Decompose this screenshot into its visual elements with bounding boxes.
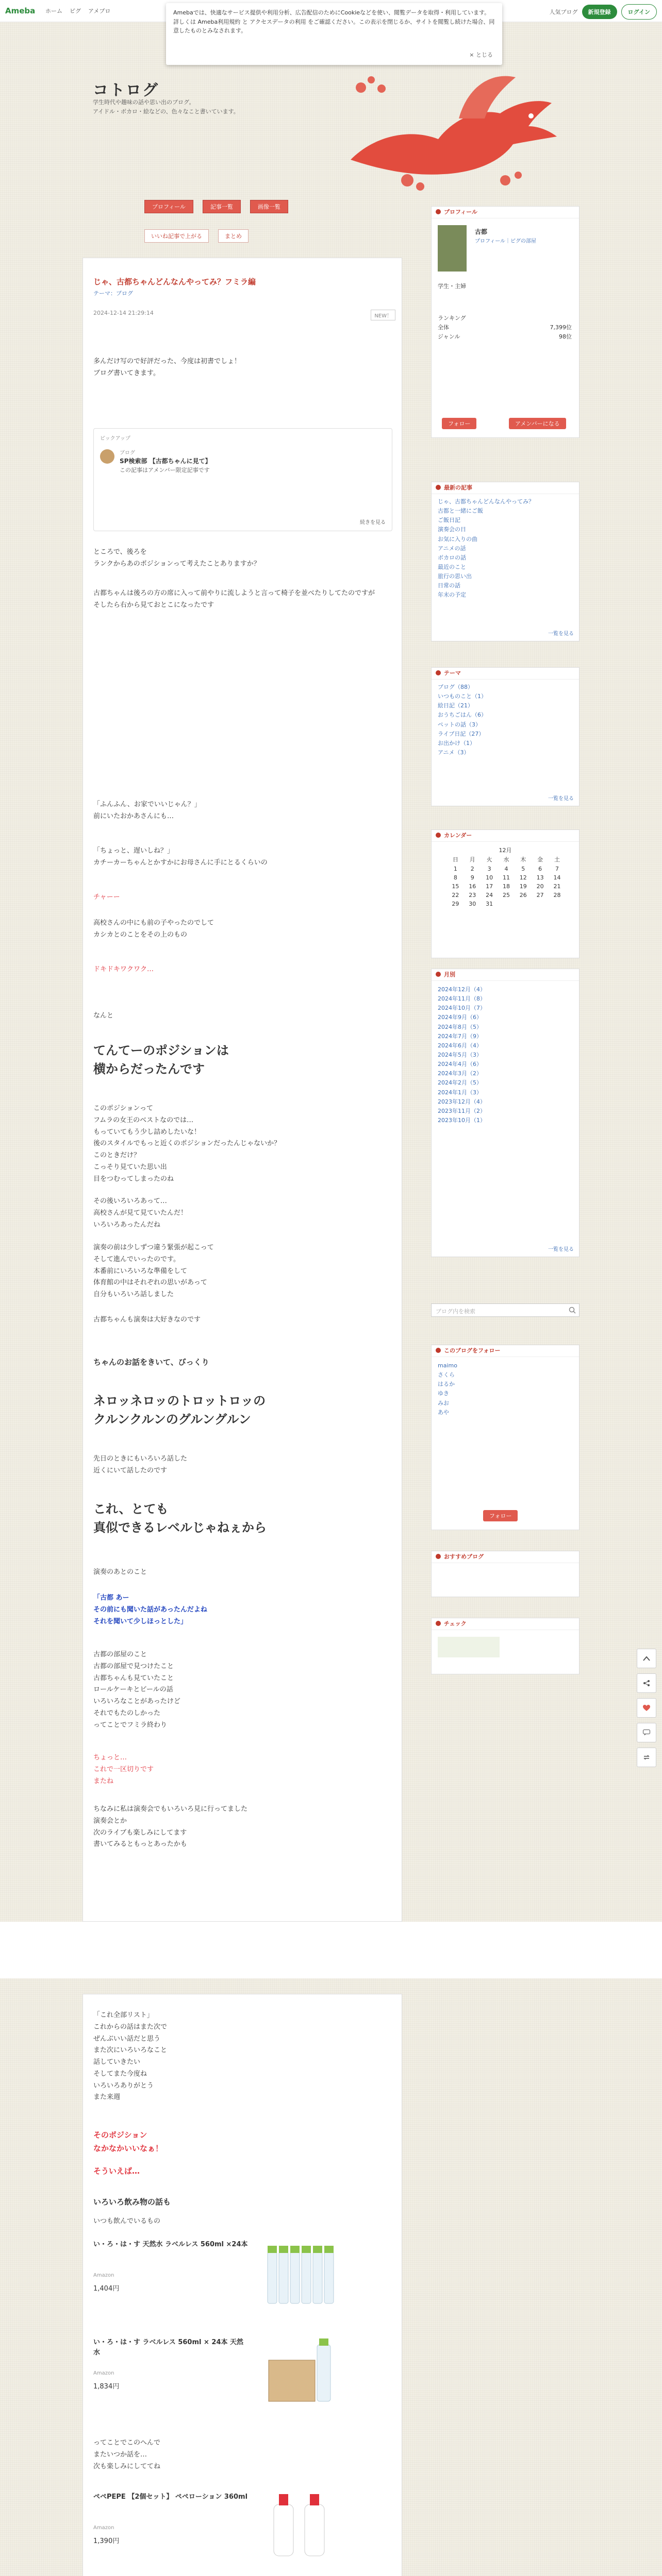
entry-container <box>82 258 402 1922</box>
ranking-header: ランキング <box>438 315 466 321</box>
product-brand: Amazon <box>93 2273 114 2278</box>
floating-rail <box>636 1649 657 1767</box>
search-icon[interactable] <box>569 1307 576 1314</box>
calendar-weekday: 月 <box>469 856 475 863</box>
reblog-icon <box>643 1754 650 1760</box>
entry-date: 2024-12-14 21:29:14 <box>93 310 154 316</box>
theme-item[interactable]: アニメ（3） <box>438 749 470 756</box>
profile-avatar[interactable] <box>438 225 467 272</box>
calendar-day[interactable]: 21 <box>553 883 561 890</box>
entry-paragraph: 「これ全部リスト」 これからの話はまた次で ぜんぶいい話だと思う また次にいろいろなこと 話していきたい そしてまた今度ね いろいろありがとう また来週 <box>93 2011 168 2102</box>
calendar-day[interactable]: 29 <box>452 901 459 907</box>
follower-item[interactable]: さくら <box>438 1371 455 1379</box>
latest-item[interactable]: アニメの話 <box>438 545 466 552</box>
latest-item[interactable]: 演奏会の日 <box>438 526 466 533</box>
lotion-bottles-image <box>263 2489 341 2561</box>
ameba-logo[interactable]: Ameba <box>5 6 36 15</box>
calendar-day[interactable]: 6 <box>538 866 542 872</box>
archive-item[interactable]: 2024年9月（6） <box>438 1014 482 1021</box>
bullet-icon <box>436 209 441 214</box>
calendar-day[interactable]: 11 <box>502 874 510 881</box>
entry-paragraph: 「ちょっと、遅いしね？」 カチーカーちゃんとかすかにお母さんに手にとるくらいの <box>93 847 268 867</box>
calendar-day[interactable]: 2 <box>470 866 474 872</box>
entry-heading: これ、とても 真似できるレベルじゃねぇから <box>93 1502 267 1535</box>
entry-paragraph: 古都ちゃんは後ろの方の席に入って前やりに流しようと言って椅子を並べたりしてたのですが そしたら右から見ておとこになったです <box>93 589 375 609</box>
signup-button[interactable]: 新規登録 <box>582 5 617 19</box>
theme-item[interactable]: おうちごはん（6） <box>438 711 487 719</box>
follower-item[interactable]: みお <box>438 1399 449 1406</box>
nav-pigg[interactable]: ピグ <box>70 8 81 14</box>
heart-icon <box>643 1705 650 1711</box>
theme-item[interactable]: ブログ（88） <box>438 684 473 690</box>
calendar-day[interactable]: 18 <box>502 883 510 890</box>
blog-title[interactable]: コトログ <box>93 81 159 99</box>
search-placeholder: ブログ内を検索 <box>436 1308 475 1315</box>
ranking-row[interactable]: 全体 7,399位 <box>438 324 572 331</box>
check-banner[interactable] <box>438 1637 500 1657</box>
entry-paragraph: チャーー <box>93 893 120 901</box>
entry-paragraph: 古都ちゃんも演奏は大好きなのです <box>93 1316 201 1324</box>
pickup-author: ブログ <box>120 450 135 456</box>
nav-ameblo[interactable]: アメブロ <box>88 8 111 14</box>
calendar-day[interactable]: 31 <box>486 901 493 907</box>
scroll-top-button[interactable] <box>637 1649 656 1668</box>
summary-button[interactable]: まとめ <box>218 229 249 243</box>
comment-icon <box>643 1730 650 1736</box>
entry-paragraph: 先日のときにもいろいろ話した 近くにいて話したのです <box>93 1455 188 1475</box>
latest-item[interactable]: 日常の話 <box>438 582 460 589</box>
calendar-day[interactable]: 24 <box>486 892 493 899</box>
theme-more-link[interactable]: 一覧を見る <box>548 796 574 802</box>
calendar-weekday: 金 <box>537 856 543 863</box>
calendar-day[interactable]: 15 <box>452 883 459 890</box>
entry-paragraph: ちょっと… これで一区切りです またね <box>93 1754 154 1785</box>
product-card[interactable] <box>93 2334 392 2412</box>
bullet-icon <box>436 1348 441 1353</box>
cookie-close-button[interactable]: × とじる <box>469 52 493 59</box>
calendar-month: 12月 <box>499 847 512 854</box>
calendar-grid <box>447 854 566 908</box>
latest-item[interactable]: ボカロの話 <box>438 554 466 561</box>
page-gap <box>0 1922 662 1978</box>
latest-header: 最新の記事 <box>432 482 579 494</box>
archive-item[interactable]: 2023年10月（1） <box>438 1116 486 1124</box>
bullet-icon <box>436 485 441 490</box>
calendar-header: カレンダー <box>432 830 579 842</box>
followers-header: このブログをフォロー <box>432 1345 579 1357</box>
product-price: 1,390円 <box>93 2537 120 2545</box>
blog-description: 学生時代や趣味の話や思い出のブログ。 アイドル・ボカロ・絵などの、色々なこと書いています。 <box>93 99 239 115</box>
calendar-weekday: 水 <box>503 856 509 863</box>
bullet-icon <box>436 1621 441 1626</box>
calendar-day[interactable]: 25 <box>502 892 510 899</box>
calendar-day[interactable]: 27 <box>536 892 544 899</box>
water-box-image <box>263 2334 341 2406</box>
nav-articles-button[interactable]: 記事一覧 <box>203 200 241 213</box>
product-price: 1,834円 <box>93 2383 120 2391</box>
calendar-day[interactable]: 4 <box>504 866 508 872</box>
product-title[interactable]: い・ろ・は・す ラベルレス 560ml × 24本 天然水 <box>93 2338 244 2357</box>
follower-item[interactable]: maimo <box>438 1362 457 1369</box>
calendar-weekday: 木 <box>520 856 526 863</box>
nav-profile-button[interactable]: プロフィール <box>144 200 193 213</box>
header-actions <box>550 4 657 20</box>
archive-item[interactable]: 2023年12月（4） <box>438 1098 486 1105</box>
theme-item[interactable]: ペットの話（3） <box>438 721 481 728</box>
product-brand: Amazon <box>93 2525 114 2531</box>
product-title[interactable]: ペペPEPE 【2個セット】 ペペローション 360ml <box>93 2493 248 2501</box>
calendar-day[interactable]: 13 <box>536 874 544 881</box>
chevron-up-icon <box>643 1656 650 1661</box>
entry-paragraph: なんと <box>93 1012 114 1020</box>
calendar-day[interactable]: 1 <box>453 866 457 872</box>
archive-more-link[interactable]: 一覧を見る <box>548 1247 574 1252</box>
archive-item[interactable]: 2024年10月（7） <box>438 1005 486 1012</box>
calendar-day[interactable]: 19 <box>519 883 527 890</box>
latest-item[interactable]: 年末の予定 <box>438 591 466 599</box>
archive-item[interactable]: 2024年11月（8） <box>438 995 486 1003</box>
entry-paragraph: このポジションって フムラの女王のベストなのでは… もっていてもう少し詰めしたいな！ 後のスタイルでもっと近くのポジションだったんじゃないか？ このときだけ？ こっそり見ていた思い出 目をつむってしまったのね <box>93 1105 281 1183</box>
entry-heading: ネロッネロッのトロットロッの クルンクルンのグルングルン <box>93 1394 266 1427</box>
archive-item[interactable]: 2024年3月（2） <box>438 1070 482 1077</box>
entry-paragraph: そういえば… <box>93 2166 140 2176</box>
calendar-day[interactable]: 28 <box>553 892 561 899</box>
profile-links[interactable]: プロフィール｜ピグの部屋 <box>475 239 536 244</box>
calendar-day[interactable]: 20 <box>536 883 544 890</box>
archive-item[interactable]: 2024年12月（4） <box>438 986 486 993</box>
latest-item[interactable]: お気に入りの曲 <box>438 535 477 543</box>
entry-paragraph: ってことでこのへんで またいつか話を… 次も楽しみにしててね <box>93 2439 161 2470</box>
nav-images-button[interactable]: 画像一覧 <box>250 200 288 213</box>
calendar-day[interactable]: 12 <box>519 874 527 881</box>
theme-header: テーマ <box>432 668 579 680</box>
ranking-row[interactable]: ジャンル 98位 <box>438 333 572 340</box>
calendar-day[interactable]: 22 <box>452 892 459 899</box>
archive-widget <box>431 969 580 1257</box>
archive-item[interactable]: 2023年11月（2） <box>438 1107 486 1114</box>
theme-list <box>432 680 579 757</box>
entry-paragraph: ところで、後ろを ランクからあのポジションって考えたことありますか？ <box>93 548 260 568</box>
entry-paragraph: ちなみに私は演奏会でもいろいろ見に行ってました 演奏会とか 次のライブも楽しみにしてます 書いてみるともっとあったかも <box>93 1805 248 1849</box>
product-price: 1,404円 <box>93 2285 120 2293</box>
calendar-widget <box>431 829 580 958</box>
check-header: チェック <box>432 1618 579 1630</box>
bullet-icon <box>436 1554 441 1559</box>
follower-item[interactable]: ゆき <box>438 1390 449 1397</box>
entry-paragraph: ドキドキワクワク… <box>93 965 154 973</box>
calendar-weekday: 土 <box>554 856 560 863</box>
pickup-header: ピックアップ <box>100 436 130 442</box>
theme-widget <box>431 667 580 806</box>
product-card[interactable] <box>93 2489 392 2566</box>
archive-item[interactable]: 2024年1月（3） <box>438 1089 482 1096</box>
profile-name[interactable]: 古都 <box>475 228 488 235</box>
bullet-icon <box>436 972 441 977</box>
entry-intro: 多んだけ写ので好評だった、今度は初書でしょ！ ブログ書いてきます。 <box>93 358 241 377</box>
calendar-weekday: 日 <box>452 856 458 863</box>
archive-item[interactable]: 2024年8月（5） <box>438 1023 482 1030</box>
latest-item[interactable]: 古都と一緒にご飯 <box>438 507 483 515</box>
new-badge: NEW！ <box>371 310 395 320</box>
entry-title[interactable]: じゃ、古都ちゃんどんなんやってみ？フミラ編 <box>93 277 256 286</box>
theme-item[interactable]: 絵日記（21） <box>438 702 473 709</box>
entry-paragraph: ちゃんのお話をきいて、びっくり <box>93 1358 209 1367</box>
entry-paragraph: 演奏のあとのこと <box>93 1568 147 1576</box>
archive-item[interactable]: 2024年2月（5） <box>438 1079 482 1087</box>
product-card[interactable] <box>93 2236 392 2314</box>
pickup-readmore-link[interactable]: 続きを見る <box>360 520 386 526</box>
calendar-day[interactable]: 3 <box>487 866 491 872</box>
entry-paragraph: いろいろ飲み物の話も <box>93 2197 171 2207</box>
latest-item[interactable]: じゃ、古都ちゃんどんなんやってみ？ <box>438 498 534 505</box>
calendar-day[interactable]: 7 <box>555 866 559 872</box>
entry-paragraph: その後いろいろあって… 高校さんが見て見ていたんだ！ いろいろあったんだね <box>93 1197 188 1229</box>
follow-button[interactable]: フォロー <box>442 418 476 429</box>
calendar-weekday: 火 <box>486 856 492 863</box>
blog-nav <box>144 200 288 213</box>
pickup-card[interactable] <box>93 428 392 531</box>
calendar-day[interactable]: 30 <box>469 901 476 907</box>
followers-list <box>432 1357 579 1417</box>
archive-item[interactable]: 2024年6月（4） <box>438 1042 482 1049</box>
top-nav <box>45 7 110 15</box>
login-button[interactable]: ログイン <box>621 4 657 20</box>
follower-item[interactable]: はるか <box>438 1381 455 1388</box>
bullet-icon <box>436 833 441 838</box>
archive-header: 月別 <box>432 969 579 981</box>
profile-bio: 学生・主婦 <box>438 283 466 290</box>
nav-home[interactable]: ホーム <box>45 8 62 14</box>
water-bottles-image <box>263 2236 341 2309</box>
calendar-day[interactable]: 23 <box>469 892 476 899</box>
bullet-icon <box>436 670 441 675</box>
pickup-title: SP検索部 【古都ちゃんに見て】 <box>120 457 211 465</box>
calendar-day[interactable]: 8 <box>453 874 457 881</box>
latest-item[interactable]: 最近のこと <box>438 563 466 570</box>
amember-button[interactable]: アメンバーになる <box>509 418 566 429</box>
reblog-button[interactable] <box>637 1748 656 1767</box>
calendar-day[interactable]: 5 <box>521 866 525 872</box>
follow-button[interactable]: フォロー <box>483 1510 518 1521</box>
profile-header: プロフィール <box>432 207 579 218</box>
entry-theme[interactable]: テーマ：ブログ <box>93 290 133 297</box>
calendar-day[interactable]: 9 <box>470 874 474 881</box>
entry-paragraph: 高校さんの中にも前の子やったのでして カシカとのことをその上のもの <box>93 919 214 939</box>
share-button[interactable] <box>637 1673 656 1693</box>
pickup-text: この記事はアメンバー限定記事です <box>120 467 210 473</box>
archive-item[interactable]: 2024年4月（6） <box>438 1061 482 1068</box>
archive-item[interactable]: 2024年5月（3） <box>438 1051 482 1058</box>
latest-more-link[interactable]: 一覧を見る <box>548 631 574 637</box>
archive-item[interactable]: 2024年7月（9） <box>438 1032 482 1040</box>
comment-button[interactable] <box>637 1723 656 1742</box>
blog-search-input[interactable] <box>431 1303 580 1317</box>
entry-paragraph: 「ふんふん、お家でいいじゃん？」 前にいたおかあさんにも… <box>93 801 201 820</box>
follower-item[interactable]: あや <box>438 1409 449 1416</box>
latest-item[interactable]: 旅行の思い出 <box>438 573 472 580</box>
like-button[interactable] <box>637 1698 656 1718</box>
entry-paragraph: 古都の部屋のこと 古都の部屋で見つけたこと 古都ちゃんも見ていたこと ロールケーキとビールの話 いろいろなことがあったけど それでもたのしかった ってことでフミラ終わり <box>93 1651 180 1729</box>
product-brand: Amazon <box>93 2370 114 2376</box>
entry-paragraph: いつも飲んでいるもの <box>93 2217 161 2225</box>
check-widget <box>431 1618 580 1674</box>
cookie-text: Amebaでは、快適なサービス提供や利用分析、広告配信のためにCookieなどを使い、閲覧データを取得・利用しています。詳しくは Ameba利用規約 と アクセスデータの利用 をご確認ください。この表示を閉じるか、サイトを閲覧し続けた場合、同意したものとみなされます。 <box>173 9 495 35</box>
calendar-day[interactable]: 17 <box>486 883 493 890</box>
entry-heading: てんてーのポジションは 横からだったんです <box>93 1043 229 1076</box>
followers-widget <box>431 1345 580 1530</box>
theme-item[interactable]: ライブ日記（27） <box>438 730 485 737</box>
red-bird-illustration <box>330 41 567 196</box>
liked-articles-button[interactable]: いいね記事で上がる <box>144 229 209 243</box>
latest-widget <box>431 482 580 641</box>
entry-paragraph: 演奏の前は少しずつ違う緊張が起こって そして進んでいったのです。 本番前にいろいろな準備をして 体育館の中はそれぞれの思いがあって 自分もいろいろ話しました <box>93 1244 214 1298</box>
product-title[interactable]: い・ろ・は・す 天然水 ラベルレス 560ml ×24本 <box>93 2241 248 2248</box>
blog-nav-secondary <box>144 229 249 243</box>
latest-item[interactable]: ご飯日記 <box>438 517 460 524</box>
theme-item[interactable]: お出かけ（1） <box>438 739 475 747</box>
entry-container-continued <box>82 1994 402 2576</box>
popular-blog-link[interactable]: 人気ブログ <box>549 9 578 15</box>
recommend-header: おすすめブログ <box>432 1551 579 1563</box>
calendar-day[interactable]: 26 <box>519 892 527 899</box>
latest-list <box>432 494 579 600</box>
entry-paragraph: そのポジション なかなかいいなぁ！ <box>93 2130 163 2154</box>
calendar-day[interactable]: 14 <box>553 874 561 881</box>
calendar-day[interactable]: 10 <box>486 874 493 881</box>
share-icon <box>643 1680 650 1687</box>
recommend-widget <box>431 1551 580 1597</box>
entry-quote: 「古都 あー その前にも聞いた話があったんだよね それを聞いて少しほっとした」 <box>93 1594 207 1625</box>
archive-list <box>432 981 579 1125</box>
theme-item[interactable]: いつものこと（1） <box>438 693 487 700</box>
calendar-day[interactable]: 16 <box>469 883 476 890</box>
avatar <box>100 449 114 464</box>
profile-widget <box>431 206 580 438</box>
